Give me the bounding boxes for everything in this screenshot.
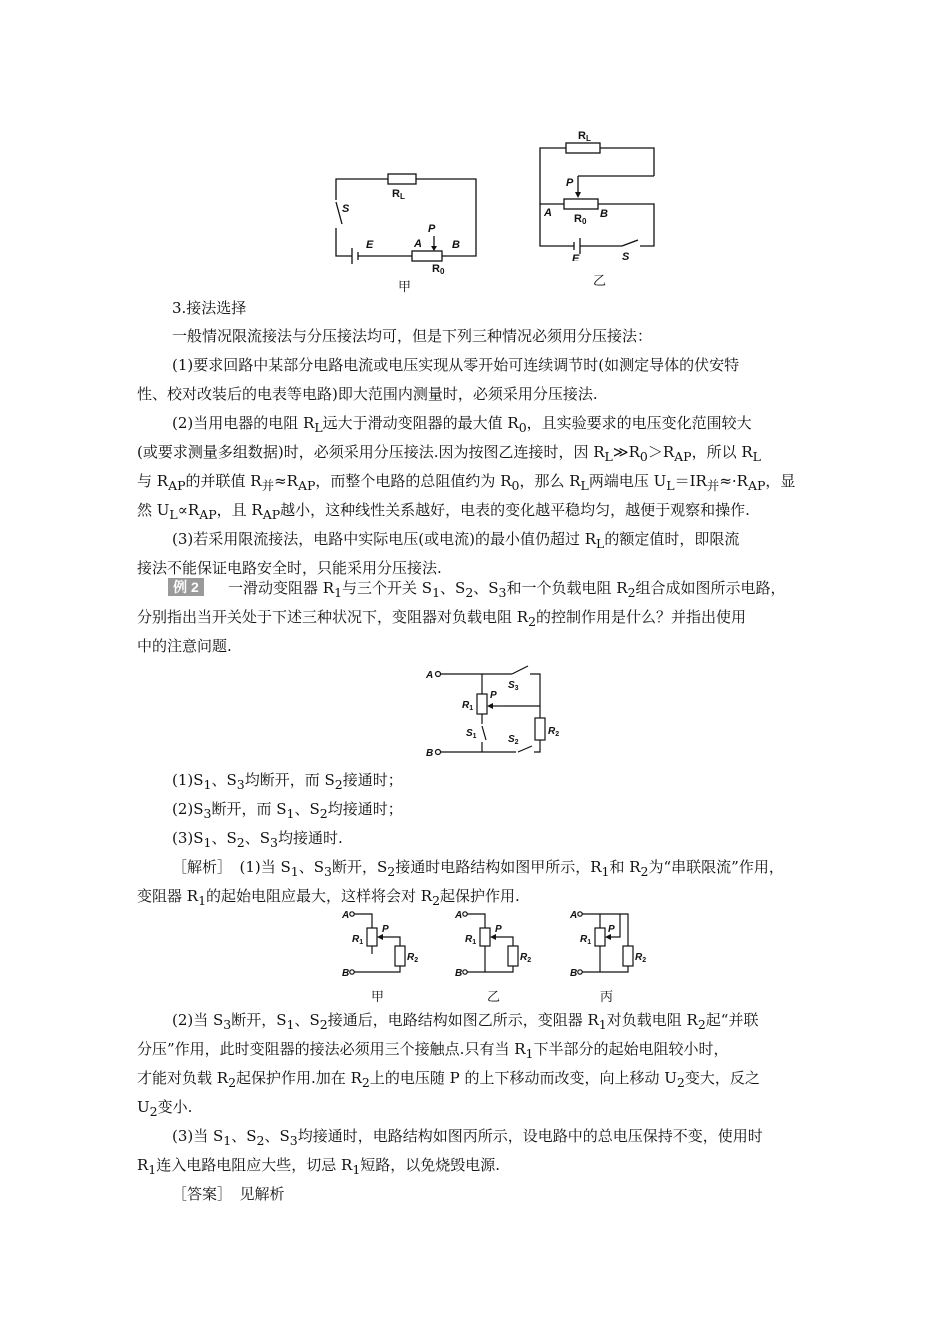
svg-text:R2: $R_2$	[520, 952, 532, 964]
svg-text:R0: R0	[574, 213, 587, 226]
item3-line2: 接法不能保证电路安全时，只能采用分压接法.	[137, 559, 442, 577]
item1-line2: 性、校对改装后的电表等电路)即大范围内测量时，必须采用分压接法.	[137, 385, 598, 403]
figure-yi	[536, 126, 661, 261]
svg-text:P: P	[495, 924, 502, 935]
solution-line2: 变阻器 $R_1$的起始电阻应最大，这样将会对 $R_2$起保护作用.	[137, 887, 520, 908]
section-heading: 3.接法选择	[172, 299, 247, 317]
item2-line4: 然 $U_L\propto R_{AP}$，且 $R_{AP}$越小，这种线性关系越好，电表的变化越平稳均匀，越便于观察和操作.	[137, 501, 750, 522]
svg-text:S2: $S_2$	[508, 734, 519, 746]
solution3-line1: (3)当 $S_1$、$S_2$、$S_3$均接通时，电路结构如图丙所示，设电路中的总电压保持不变，使用时	[172, 1127, 763, 1148]
svg-text:P: P	[490, 690, 497, 701]
item2-line3: 与 $R_{AP}$的并联值 $R_并\approx R_{AP}$，而整个电路的总阻值约为 $R_0$，那么 $R_L$两端电压 $U_L=IR_并\approx\cdot R_{AP}$，显	[137, 472, 796, 493]
figure-jia	[330, 170, 480, 290]
svg-text:E: E	[366, 239, 374, 251]
svg-text:B: B	[600, 208, 608, 220]
svg-text:RL: RL	[578, 130, 591, 143]
figure-example-circuit	[424, 662, 564, 762]
svg-text:A: A	[544, 207, 552, 219]
case1: $(1)S_1$、$S_3$均断开，而 $S_2$接通时；	[172, 771, 403, 792]
svg-text:R2: $R_2$	[407, 952, 419, 964]
svg-text:P: P	[382, 924, 389, 935]
answer-line: ［答案］ 见解析	[172, 1185, 285, 1203]
item3-line1: (3)若采用限流接法，电路中实际电压(或电流)的最小值仍超过 $R_L$的额定值时，即限流	[172, 530, 740, 551]
solution2-line3: 才能对负载 $R_2$起保护作用.加在 $R_2$上的电压随 P 的上下移动而改变，向上移动 $U_2$变大，反之	[137, 1069, 760, 1090]
svg-text:A: A	[455, 910, 463, 921]
question-line2: 分别指出当开关处于下述三种状况下，变阻器对负载电阻 $R_2$的控制作用是什么？并指出使用	[137, 608, 747, 629]
solution2-line1: (2)当 $S_3$断开，$S_1$、$S_2$接通后，电路结构如图乙所示，变阻器 $R_1$对负载电阻 $R_2$起“并联	[172, 1011, 759, 1032]
svg-text:S: S	[622, 251, 630, 261]
example-badge: 例 2	[168, 578, 204, 596]
solution3-line2: $R_1$连入电路电阻应大些，切忌 $R_1$短路，以免烧毁电源.	[137, 1156, 501, 1177]
svg-text:A: A	[414, 238, 422, 250]
svg-text:S1: $S_1$	[466, 728, 477, 740]
question-line1: 一滑动变阻器 $R_1$与三个开关 $S_1$、$S_2$、$S_3$和一个负载电阻 $R_2$组合成如图所示电路，	[228, 579, 786, 600]
figure-small-bing	[568, 908, 648, 980]
caption-small-bing: 丙	[600, 989, 614, 1004]
svg-text:R0: R0	[432, 263, 445, 276]
caption-yi: 乙	[593, 273, 607, 288]
svg-text:P: P	[608, 924, 615, 935]
svg-text:S3: $S_3$	[508, 680, 519, 692]
svg-text:B: B	[342, 968, 350, 979]
svg-text:A: A	[570, 910, 578, 921]
solution2-line2: 分压”作用，此时变阻器的接法必须用三个接触点.只有当 $R_1$下半部分的起始电阻较小时，	[137, 1040, 729, 1061]
caption-small-jia: 甲	[371, 989, 385, 1004]
section-intro: 一般情况限流接法与分压接法均可，但是下列三种情况必须用分压接法：	[172, 327, 653, 345]
figure-small-jia	[340, 908, 420, 980]
case3: $(3)S_1$、$S_2$、$S_3$均接通时.	[172, 829, 343, 850]
svg-text:A: A	[342, 910, 350, 921]
question-line3: 中的注意问题.	[137, 637, 232, 655]
svg-text:S: S	[342, 203, 350, 215]
caption-jia: 甲	[398, 279, 412, 294]
svg-text:B: B	[570, 968, 578, 979]
caption-small-yi: 乙	[487, 989, 501, 1004]
svg-text:P: P	[428, 223, 436, 235]
solution-line1: ［解析］ (1)当 $S_1$、$S_3$断开，$S_2$接通时电路结构如图甲所示，$R_1$和 $R_2$为“串联限流”作用，	[172, 858, 784, 879]
item2-line1: (2)当用电器的电阻 $R_L$远大于滑动变阻器的最大值 $R_0$，且实验要求的电压变化范围较大	[172, 414, 752, 435]
figure-small-yi	[453, 908, 533, 980]
svg-text:R2: $R_2$	[548, 726, 560, 738]
svg-text:R2: $R_2$	[635, 952, 647, 964]
svg-text:B: B	[452, 239, 460, 251]
svg-text:B: B	[455, 968, 463, 979]
svg-text:R1: $R_1$	[352, 934, 364, 946]
svg-text:E: E	[572, 253, 580, 261]
svg-text:R1: $R_1$	[462, 700, 474, 712]
svg-text:P: P	[566, 177, 574, 189]
item2-line2: (或要求测量多组数据)时，必须采用分压接法.因为按图乙连接时，因 $R_L≫R_0>R_{AP}$，所以 $R_L$	[137, 443, 761, 464]
item1-line1: (1)要求回路中某部分电路电流或电压实现从零开始可连续调节时(如测定导体的伏安特	[172, 356, 740, 374]
svg-text:A: A	[426, 670, 434, 681]
svg-text:RL: RL	[392, 188, 405, 201]
case2: $(2)S_3$断开，而 $S_1$、$S_2$均接通时；	[172, 800, 403, 821]
svg-text:B: B	[426, 748, 434, 759]
svg-text:R1: $R_1$	[580, 934, 592, 946]
solution2-line4: $U_2$变小.	[137, 1098, 193, 1119]
svg-text:R1: $R_1$	[465, 934, 477, 946]
